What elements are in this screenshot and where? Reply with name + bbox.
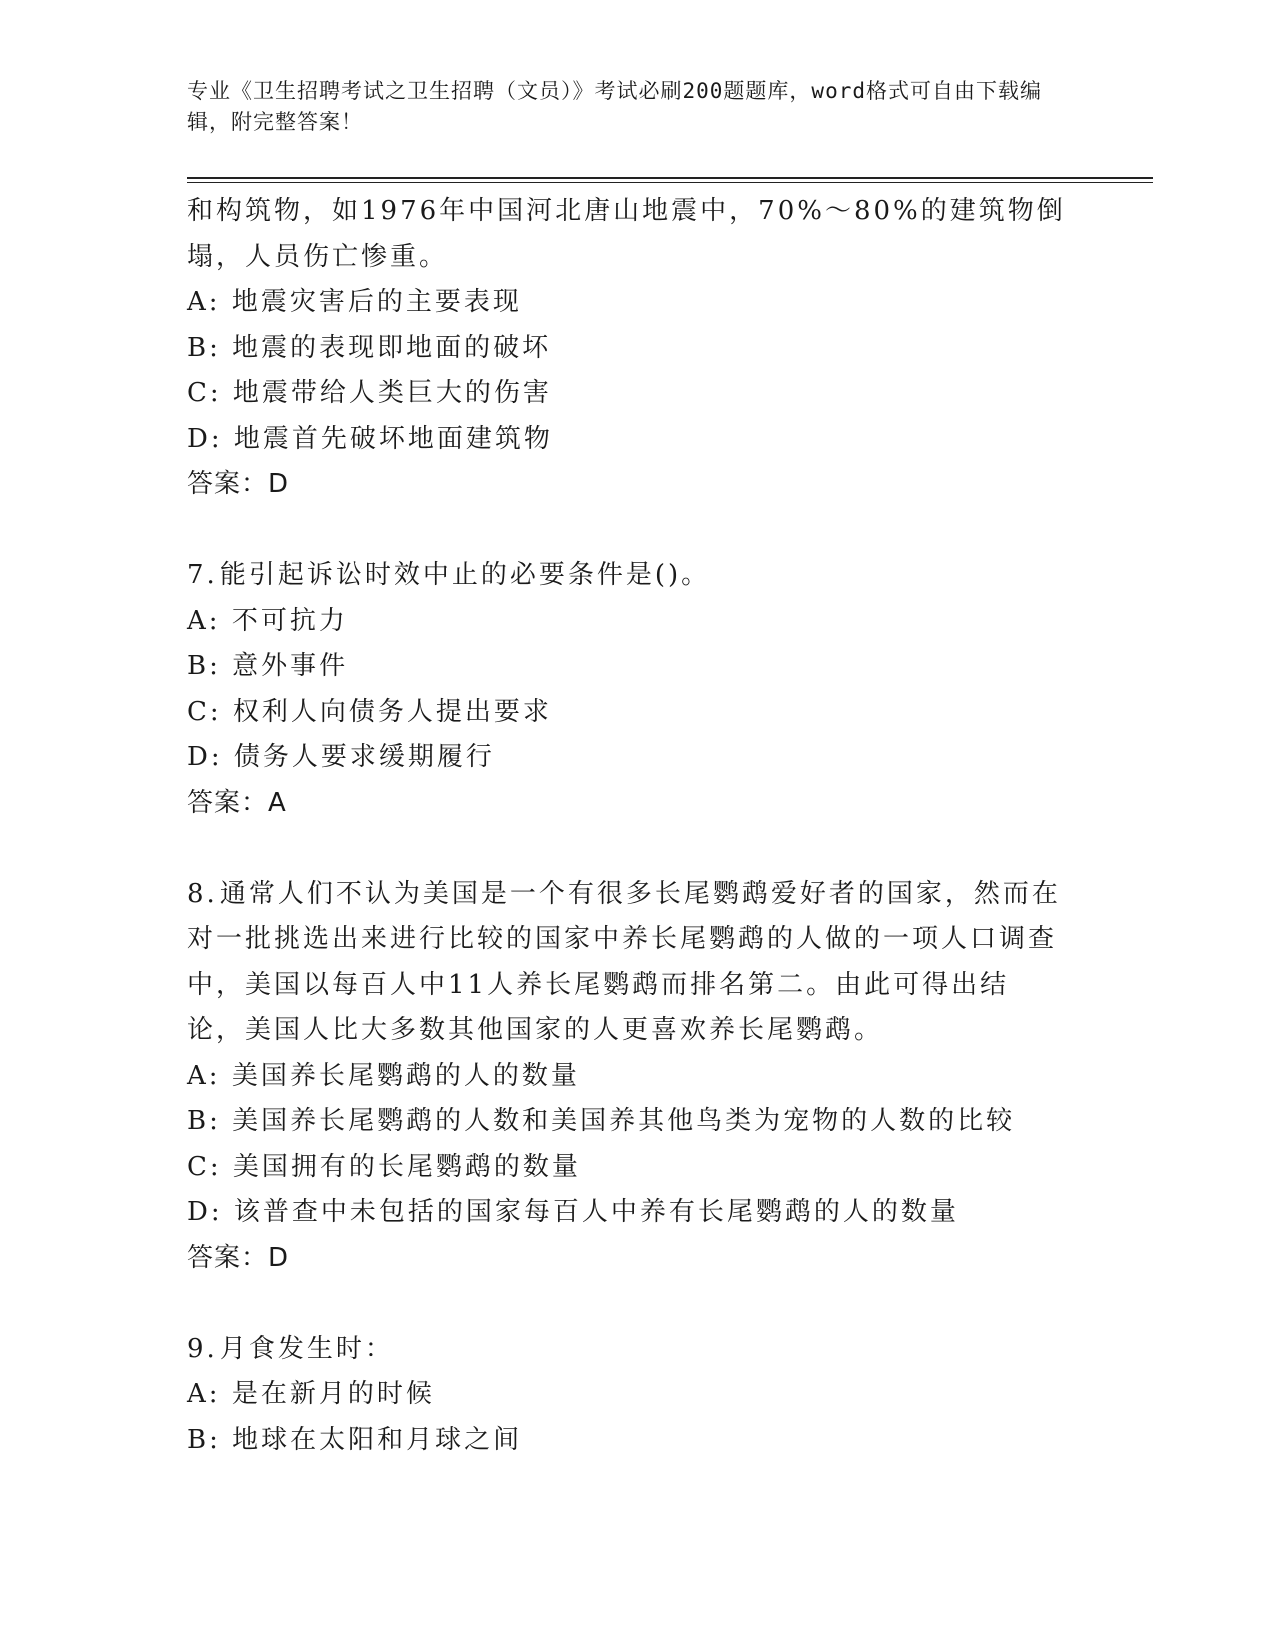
option-b	[187, 644, 1067, 690]
option-a	[187, 280, 1067, 326]
option-label: A:	[187, 1060, 221, 1091]
question-7	[187, 553, 1067, 826]
option-text: 地球在太阳和月球之间	[232, 1424, 523, 1455]
option-label: C:	[187, 378, 222, 408]
option-a	[187, 1372, 1067, 1418]
option-text: 权利人向债务人提出要求	[232, 696, 552, 727]
question-number: 8.	[187, 878, 218, 909]
option-text: 不可抗力	[231, 605, 348, 636]
option-text: 地震灾害后的主要表现	[231, 287, 522, 317]
question-stem-continuation: 和构筑物，如1976年中国河北唐山地震中，70%～80%的建筑物倒塌，人员伤亡惨重。	[187, 196, 1066, 272]
option-label: A:	[187, 287, 221, 317]
option-b	[187, 1099, 1067, 1145]
option-text: 地震带给人类巨大的伤害	[232, 378, 552, 408]
option-text: 意外事件	[232, 651, 349, 681]
option-text: 地震的表现即地面的破坏	[232, 332, 552, 363]
question-stem	[187, 1327, 1067, 1373]
option-label: B:	[187, 651, 221, 681]
header-rule-thin	[187, 182, 1153, 183]
option-label: C:	[187, 696, 222, 727]
header-rule-thick	[187, 177, 1153, 179]
answer-line: 答案：D	[187, 1242, 290, 1273]
option-label: A:	[187, 1379, 221, 1409]
question-text: 通常人们不认为美国是一个有很多长尾鹦鹉爱好者的国家，然而在对一批挑选出来进行比较的国家中养长尾鹦鹉的人做的一项人口调查中，美国以每百人中11人养长尾鹦鹉而排名第二。由此可得出结论，美国人比大多数其他国家的人更喜欢养长尾鹦鹉。	[187, 878, 1061, 1045]
option-label: B:	[187, 1424, 221, 1455]
option-label: A:	[187, 605, 221, 636]
question-stem	[187, 872, 1067, 1054]
spacer	[187, 508, 1067, 554]
option-label: B:	[187, 332, 221, 363]
option-label: D:	[187, 742, 223, 772]
option-b	[187, 1418, 1067, 1464]
option-text: 债务人要求缓期履行	[233, 742, 495, 772]
option-label: D:	[187, 1197, 223, 1227]
document-body	[187, 189, 1067, 1463]
option-text: 美国养长尾鹦鹉的人的数量	[231, 1060, 580, 1091]
option-text: 该普查中未包括的国家每百人中养有长尾鹦鹉的人的数量	[233, 1197, 959, 1227]
option-text: 美国养长尾鹦鹉的人数和美国养其他鸟类为宠物的人数的比较	[232, 1106, 1016, 1136]
question-number: 9.	[187, 1333, 218, 1364]
option-c	[187, 690, 1067, 736]
question-8	[187, 872, 1067, 1282]
answer-line: 答案：D	[187, 469, 290, 499]
question-continuation	[187, 189, 1067, 508]
question-stem	[187, 553, 1067, 599]
question-9	[187, 1327, 1067, 1464]
answer-line: 答案：A	[187, 787, 287, 818]
option-text: 美国拥有的长尾鹦鹉的数量	[232, 1151, 581, 1182]
option-c	[187, 371, 1067, 417]
option-d	[187, 1190, 1067, 1236]
option-label: D:	[187, 423, 223, 454]
question-text: 月食发生时：	[219, 1333, 394, 1364]
option-b	[187, 326, 1067, 372]
option-d	[187, 417, 1067, 463]
option-a	[187, 599, 1067, 645]
option-a	[187, 1054, 1067, 1100]
question-text: 能引起诉讼时效中止的必要条件是()。	[219, 560, 711, 590]
option-text: 地震首先破坏地面建筑物	[233, 423, 553, 454]
spacer	[187, 826, 1067, 872]
document-header: 专业《卫生招聘考试之卫生招聘（文员）》考试必刷200题题库，word格式可自由下载编辑，附完整答案！	[187, 79, 1042, 134]
option-label: B:	[187, 1106, 221, 1136]
option-text: 是在新月的时候	[231, 1379, 435, 1409]
option-c	[187, 1145, 1067, 1191]
question-number: 7.	[187, 560, 218, 590]
option-label: C:	[187, 1151, 222, 1182]
option-d	[187, 735, 1067, 781]
spacer	[187, 1281, 1067, 1327]
